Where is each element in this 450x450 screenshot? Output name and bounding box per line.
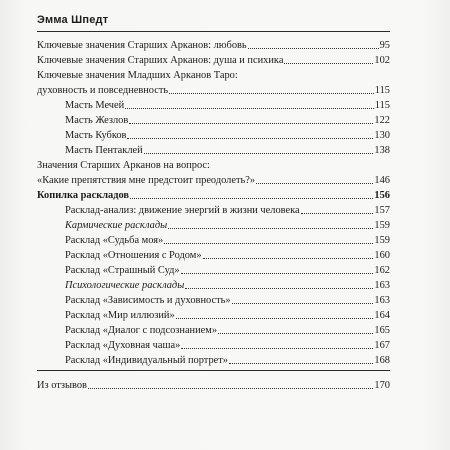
toc-page-number: 165 bbox=[374, 325, 390, 336]
toc-entry-title: Расклад «Отношения с Родом» bbox=[65, 250, 202, 261]
toc-entry-title: Масть Жезлов bbox=[65, 115, 129, 126]
toc-entry bbox=[65, 127, 390, 142]
toc-page-number: 159 bbox=[374, 235, 390, 246]
toc-entry bbox=[65, 337, 390, 352]
toc-leader-dots bbox=[127, 138, 373, 139]
toc-entry bbox=[65, 322, 390, 337]
toc-leader-dots bbox=[229, 363, 373, 364]
toc-entry bbox=[65, 232, 390, 247]
toc-leader-dots bbox=[164, 243, 373, 244]
toc-entry-title: Копилка раскладов bbox=[37, 190, 130, 201]
toc-leader-dots bbox=[88, 388, 373, 389]
toc-entry-title: Расклад «Индивидуальный портрет» bbox=[65, 355, 229, 366]
toc-entry-title: Психологические расклады bbox=[65, 280, 185, 291]
toc-leader-dots bbox=[168, 228, 373, 229]
toc-entry bbox=[65, 112, 390, 127]
section-divider bbox=[37, 370, 390, 371]
toc-entry-title: Ключевые значения Старших Арканов: душа и психика bbox=[37, 55, 284, 66]
toc-entry bbox=[37, 82, 390, 97]
toc-entry bbox=[65, 352, 390, 367]
toc-entry bbox=[37, 172, 390, 187]
toc-entry bbox=[65, 202, 390, 217]
toc-entry-title: «Какие препятствия мне предстоит преодолеть?» bbox=[37, 175, 256, 186]
toc-entry-title: духовность и повседневность bbox=[37, 85, 169, 96]
toc-entry-title: Расклад «Духовная чаша» bbox=[65, 340, 181, 351]
toc-entry-title: Ключевые значения Старших Арканов: любовь bbox=[37, 40, 247, 51]
toc-leader-dots bbox=[181, 273, 374, 274]
toc-entry-title: Расклад «Мир иллюзий» bbox=[65, 310, 175, 321]
toc-leader-dots bbox=[248, 48, 379, 49]
toc-leader-dots bbox=[169, 93, 374, 94]
toc-page-number: 122 bbox=[374, 115, 390, 126]
toc-entry-title: Кармические расклады bbox=[65, 220, 168, 231]
toc-entry bbox=[37, 187, 390, 202]
running-header bbox=[37, 13, 390, 32]
toc-entry bbox=[65, 292, 390, 307]
toc-page-number: 115 bbox=[374, 100, 390, 111]
toc-entry bbox=[37, 52, 390, 67]
toc-leader-dots bbox=[301, 213, 374, 214]
toc-entry bbox=[65, 142, 390, 157]
toc-entry bbox=[65, 262, 390, 277]
toc-entry-title: Расклад-анализ: движение энергий в жизни человека bbox=[65, 205, 300, 216]
toc-leader-dots bbox=[125, 108, 374, 109]
toc-leader-dots bbox=[218, 333, 373, 334]
toc-entry bbox=[37, 37, 390, 52]
toc-page-number: 102 bbox=[374, 55, 390, 66]
toc-page-number: 138 bbox=[374, 145, 390, 156]
toc-leader-dots bbox=[256, 183, 373, 184]
toc-page-number: 159 bbox=[374, 220, 390, 231]
toc-entry-title: Расклад «Зависимость и духовность» bbox=[65, 295, 231, 306]
author-name: Эмма Шпедт bbox=[37, 14, 109, 26]
toc-leader-dots bbox=[185, 288, 373, 289]
toc-page-number: 146 bbox=[374, 175, 390, 186]
toc-leader-dots bbox=[203, 258, 374, 259]
toc-page-number: 163 bbox=[374, 295, 390, 306]
toc-page-number: 167 bbox=[374, 340, 390, 351]
toc-entry bbox=[65, 247, 390, 262]
toc-entry bbox=[37, 67, 390, 82]
toc-entry-title: Расклад «Страшный Суд» bbox=[65, 265, 180, 276]
toc-entry bbox=[65, 277, 390, 292]
toc-entry-title: Расклад «Судьба моя» bbox=[65, 235, 164, 246]
toc-entry-title: Масть Кубков bbox=[65, 130, 127, 141]
toc-page-number: 168 bbox=[374, 355, 390, 366]
toc-page-number: 157 bbox=[374, 205, 390, 216]
toc-page-number: 163 bbox=[374, 280, 390, 291]
toc-page-number: 156 bbox=[374, 190, 390, 201]
toc-page-number: 160 bbox=[374, 250, 390, 261]
toc-page-number: 164 bbox=[374, 310, 390, 321]
toc-entry bbox=[37, 157, 390, 172]
toc-page-number: 130 bbox=[374, 130, 390, 141]
toc-leader-dots bbox=[284, 63, 373, 64]
toc-entry bbox=[37, 377, 390, 392]
toc-leader-dots bbox=[144, 153, 374, 154]
toc-leader-dots bbox=[130, 198, 373, 199]
toc-entry-title: Из отзывов bbox=[37, 380, 87, 391]
toc-entry bbox=[65, 307, 390, 322]
toc-entry bbox=[65, 97, 390, 112]
toc-entry-title: Масть Мечей bbox=[65, 100, 125, 111]
toc-page-number: 95 bbox=[379, 40, 390, 51]
toc-entry-title: Значения Старших Арканов на вопрос: bbox=[37, 160, 210, 171]
toc-entry-title: Масть Пентаклей bbox=[65, 145, 143, 156]
toc-entry-title: Ключевые значения Младших Арканов Таро: bbox=[37, 70, 238, 81]
toc-page-number: 170 bbox=[374, 380, 390, 391]
toc-entry bbox=[65, 217, 390, 232]
toc-leader-dots bbox=[176, 318, 374, 319]
toc-leader-dots bbox=[232, 303, 374, 304]
toc-leader-dots bbox=[129, 123, 373, 124]
toc-entry-title: Расклад «Диалог с подсознанием» bbox=[65, 325, 218, 336]
toc-page-number: 115 bbox=[374, 85, 390, 96]
toc-leader-dots bbox=[181, 348, 373, 349]
toc-page-number: 162 bbox=[374, 265, 390, 276]
